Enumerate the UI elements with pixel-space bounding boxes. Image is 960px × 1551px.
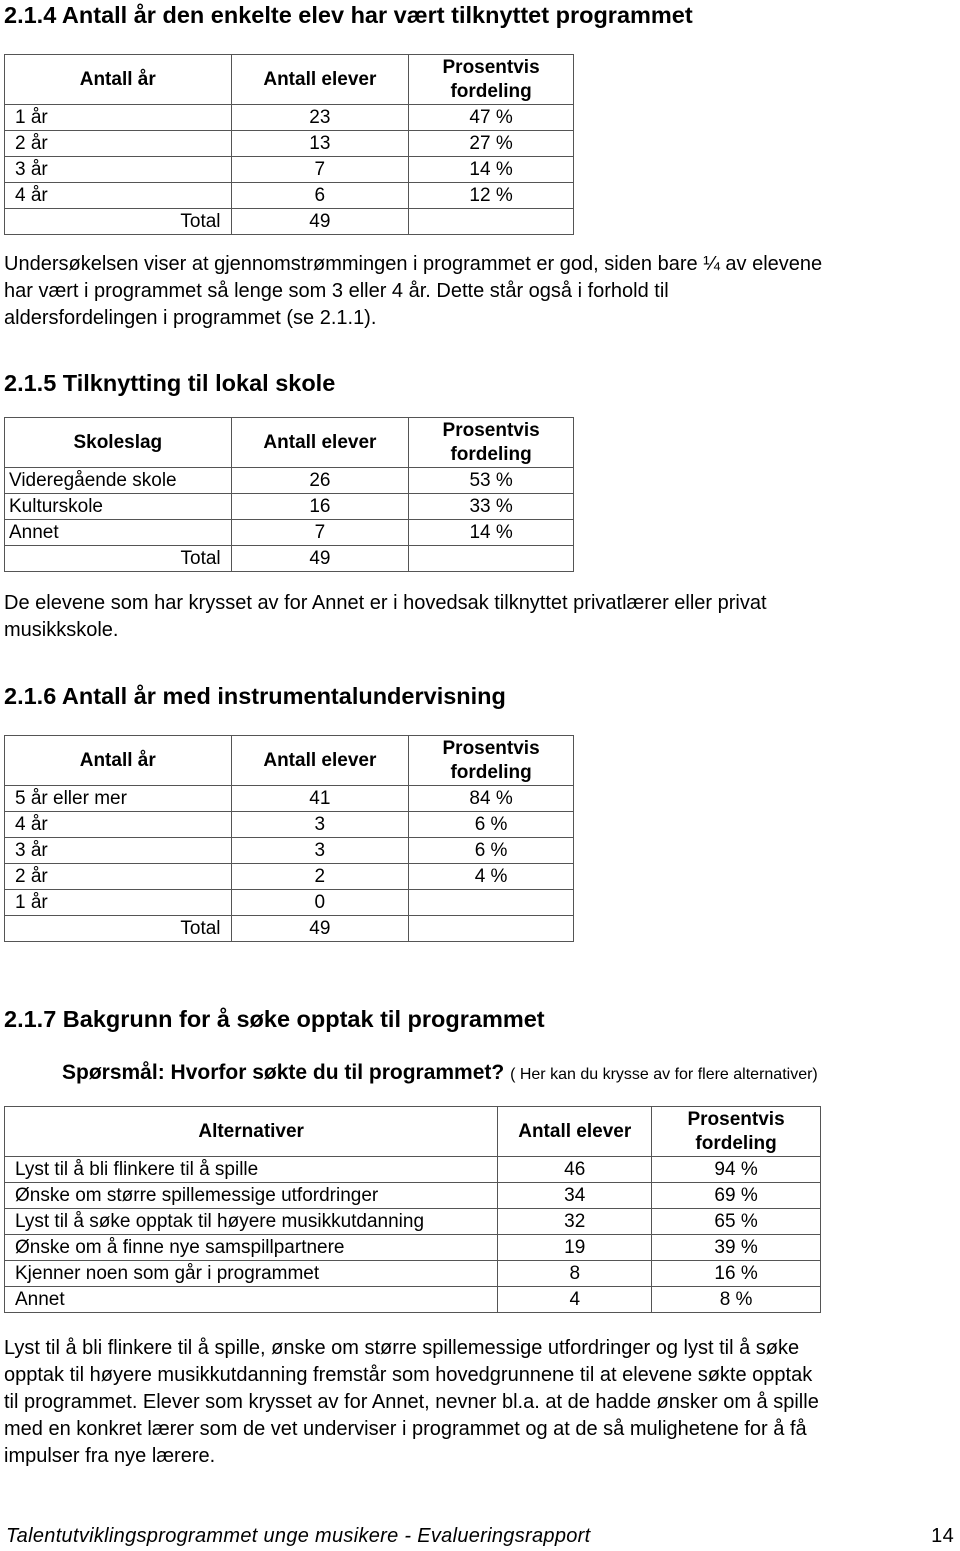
table-row [5,183,574,209]
cell: 39 % [652,1235,821,1261]
table-row [5,1183,821,1209]
section-heading-2-1-6: 2.1.6 Antall år med instrumentalundervisning [4,683,506,709]
table-row [5,1287,821,1313]
cell: 2 år [5,131,232,157]
cell: 0 [231,890,409,916]
cell: 53 % [409,468,574,494]
cell: 33 % [409,494,574,520]
cell: 13 [231,131,409,157]
table-years-instrumental [4,735,574,942]
cell: 5 år eller mer [5,786,232,812]
cell: 84 % [409,786,574,812]
table-row [5,157,574,183]
cell: 23 [231,105,409,131]
cell: Annet [5,1287,498,1313]
total-label: Total [5,916,232,942]
cell: 26 [231,468,409,494]
text-line: aldersfordelingen i programmet (se 2.1.1). [4,307,377,329]
cell: 4 % [409,864,574,890]
table-row [5,105,574,131]
col-header: Antall elever [231,736,409,786]
cell: 3 år [5,838,232,864]
table-header-row [5,55,574,105]
text-line: med en konkret lærer som de vet underviser i programmet og at de så mulighetene for å få [4,1418,807,1440]
section-heading-2-1-5: 2.1.5 Tilknytting til lokal skole [4,370,336,396]
col-header: Skoleslag [5,418,232,468]
col-header: Antall år [5,736,232,786]
question-note: ( Her kan du krysse av for flere alternativer) [510,1066,818,1083]
total-value: 49 [231,916,409,942]
cell: 6 [231,183,409,209]
table-total-row [5,546,574,572]
cell: 3 [231,838,409,864]
cell: 1 år [5,105,232,131]
cell: Kulturskole [5,494,232,520]
cell: 14 % [409,157,574,183]
cell: 3 år [5,157,232,183]
cell: Annet [5,520,232,546]
table-row [5,520,574,546]
col-header: Prosentvis fordeling [409,736,574,786]
page-footer [6,1525,956,1548]
text-line: til programmet. Elever som krysset av for Annet, nevner bl.a. at de hadde ønsker om å spille [4,1391,819,1413]
total-label: Total [5,209,232,235]
table-row [5,812,574,838]
table-header-row [5,1107,821,1157]
cell: Lyst til å bli flinkere til å spille [5,1157,498,1183]
text-line: Undersøkelsen viser at gjennomstrømmingen i programmet er god, siden bare ¼ av elevene [4,253,823,275]
cell: 41 [231,786,409,812]
paragraph-2-1-4 [4,251,822,332]
table-header-row [5,418,574,468]
table-row [5,1209,821,1235]
cell: 46 [498,1157,652,1183]
text-line: har vært i programmet så lenge som 3 eller 4 år. Dette står også i forhold til [4,280,669,302]
cell: Ønske om større spillemessige utfordringer [5,1183,498,1209]
cell-empty [409,916,574,942]
cell: Kjenner noen som går i programmet [5,1261,498,1287]
cell: 4 [498,1287,652,1313]
section-heading-2-1-7: 2.1.7 Bakgrunn for å søke opptak til programmet [4,1006,545,1032]
cell: 12 % [409,183,574,209]
cell: 65 % [652,1209,821,1235]
table-total-row [5,916,574,942]
survey-question [62,1061,818,1085]
table-row [5,838,574,864]
cell: 16 % [652,1261,821,1287]
table-row [5,1261,821,1287]
table-row [5,131,574,157]
cell: 1 år [5,890,232,916]
cell: 7 [231,520,409,546]
table-row [5,1235,821,1261]
col-header: Alternativer [5,1107,498,1157]
col-header: Prosentvis fordeling [409,418,574,468]
col-header: Prosentvis fordeling [409,55,574,105]
cell: 94 % [652,1157,821,1183]
col-header: Antall elever [231,418,409,468]
total-value: 49 [231,546,409,572]
text-line: Lyst til å bli flinkere til å spille, ønske om større spillemessige utfordringer og lyst til å søke [4,1337,800,1359]
cell: 8 [498,1261,652,1287]
cell: 8 % [652,1287,821,1313]
cell: Lyst til å søke opptak til høyere musikkutdanning [5,1209,498,1235]
table-row [5,1157,821,1183]
table-application-reasons [4,1106,821,1313]
question-text: Spørsmål: Hvorfor søkte du til programmet? [62,1061,505,1084]
cell: 19 [498,1235,652,1261]
text-line: impulser fra nye lærere. [4,1445,216,1467]
table-header-row [5,736,574,786]
table-row [5,786,574,812]
cell: 2 [231,864,409,890]
paragraph-2-1-7 [4,1335,819,1470]
table-years-in-program [4,54,574,235]
cell: 4 år [5,812,232,838]
cell: 27 % [409,131,574,157]
table-row [5,890,574,916]
cell: Ønske om å finne nye samspillpartnere [5,1235,498,1261]
footer-title: Talentutviklingsprogrammet unge musikere - Evalueringsrapport [6,1525,591,1547]
cell-empty [409,546,574,572]
table-row [5,494,574,520]
table-row [5,468,574,494]
cell: 16 [231,494,409,520]
section-heading-2-1-4: 2.1.4 Antall år den enkelte elev har vært tilknyttet programmet [4,2,693,28]
cell: 6 % [409,812,574,838]
paragraph-2-1-5 [4,590,767,644]
cell: 6 % [409,838,574,864]
col-header: Prosentvis fordeling [652,1107,821,1157]
cell: 69 % [652,1183,821,1209]
cell: 2 år [5,864,232,890]
cell: 3 [231,812,409,838]
col-header: Antall år [5,55,232,105]
cell: 7 [231,157,409,183]
table-row [5,864,574,890]
page-number: 14 [931,1525,954,1547]
cell: Videregående skole [5,468,232,494]
total-label: Total [5,546,232,572]
cell: 47 % [409,105,574,131]
cell: 14 % [409,520,574,546]
table-total-row [5,209,574,235]
text-line: musikkskole. [4,619,119,641]
col-header: Antall elever [498,1107,652,1157]
cell: 4 år [5,183,232,209]
col-header: Antall elever [231,55,409,105]
total-value: 49 [231,209,409,235]
text-line: De elevene som har krysset av for Annet er i hovedsak tilknyttet privatlærer eller privat [4,592,767,614]
text-line: opptak til høyere musikkutdanning fremstår som hovedgrunnene til at elevene søkte opptak [4,1364,813,1386]
table-school-affiliation [4,417,574,572]
cell-empty [409,209,574,235]
cell: 34 [498,1183,652,1209]
cell [409,890,574,916]
cell: 32 [498,1209,652,1235]
